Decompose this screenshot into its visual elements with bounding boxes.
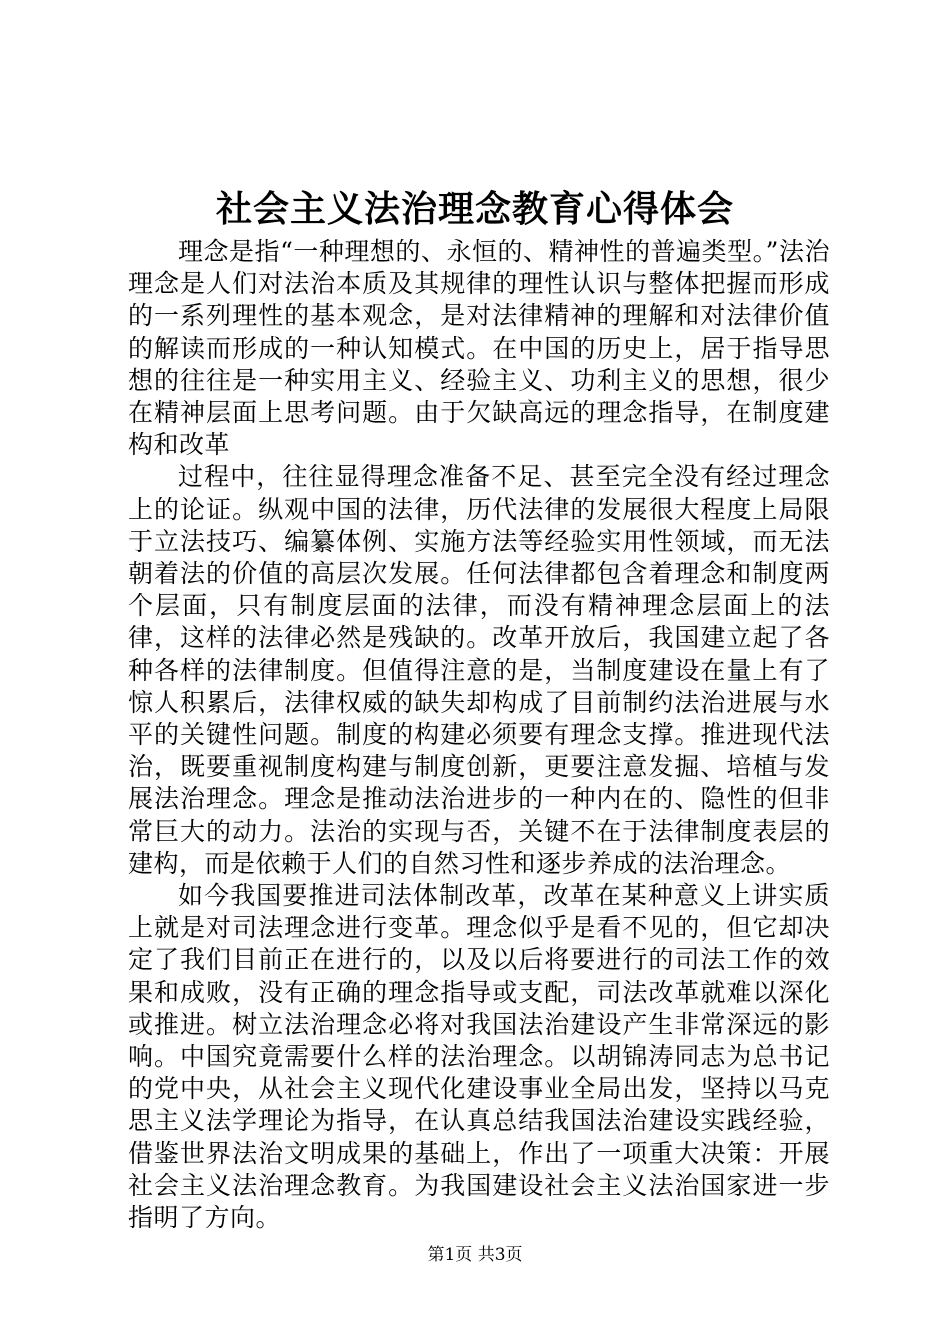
document-title: 社会主义法治理念教育心得体会 [215, 188, 734, 230]
paragraph: 如今我国要推进司法体制改革，改革在某种意义上讲实质上就是对司法理念进行变革。理念似乎是看不见的，但它却决定了我们目前正在进行的，以及以后将要进行的司法工作的效果和成败，没有正确的理念指导或支配，司法改革就难以深化或推进。树立法治理念必将对我国法治建设产生非常深远的影响。中国究竟需要什么样的法治理念。以胡锦涛同志为总书记的党中央，从社会主义现代化建设事业全局出发，坚持以马克思主义法学理论为指导，在认真总结我国法治建设实践经验，借鉴世界法治文明成果的基础上，作出了一项重大决策：开展社会主义法治理念教育。为我国建设社会主义法治国家进一步指明了方向。 [128, 881, 830, 1233]
paragraph: 理念是指“一种理想的、永恒的、精神性的普遍类型。”法治理念是人们对法治本质及其规律的理性认识与整体把握而形成的一系列理性的基本观念，是对法律精神的理解和对法律价值的解读而形成的一种认知模式。在中国的历史上，居于指导思想的往往是一种实用主义、经验主义、功利主义的思想，很少在精神层面上思考问题。由于欠缺高远的理念指导，在制度建构和改革 [128, 237, 830, 460]
page-footer: 第1页 共3页 [427, 1245, 523, 1265]
document-body [128, 236, 830, 1234]
paragraph: 过程中，往往显得理念准备不足、甚至完全没有经过理念上的论证。纵观中国的法律，历代法律的发展很大程度上局限于立法技巧、编纂体例、实施方法等经验实用性领域，而无法朝着法的价值的高层次发展。任何法律都包含着理念和制度两个层面，只有制度层面的法律，而没有精神理念层面上的法律，这样的法律必然是残缺的。改革开放后，我国建立起了各种各样的法律制度。但值得注意的是，当制度建设在量上有了惊人积累后，法律权威的缺失却构成了目前制约法治进展与水平的关键性问题。制度的构建必须要有理念支撑。推进现代法治，既要重视制度构建与制度创新，更要注意发掘、培植与发展法治理念。理念是推动法治进步的一种内在的、隐性的但非常巨大的动力。法治的实现与否，关键不在于法律制度表层的建构，而是依赖于人们的自然习性和逐步养成的法治理念。 [128, 462, 830, 878]
